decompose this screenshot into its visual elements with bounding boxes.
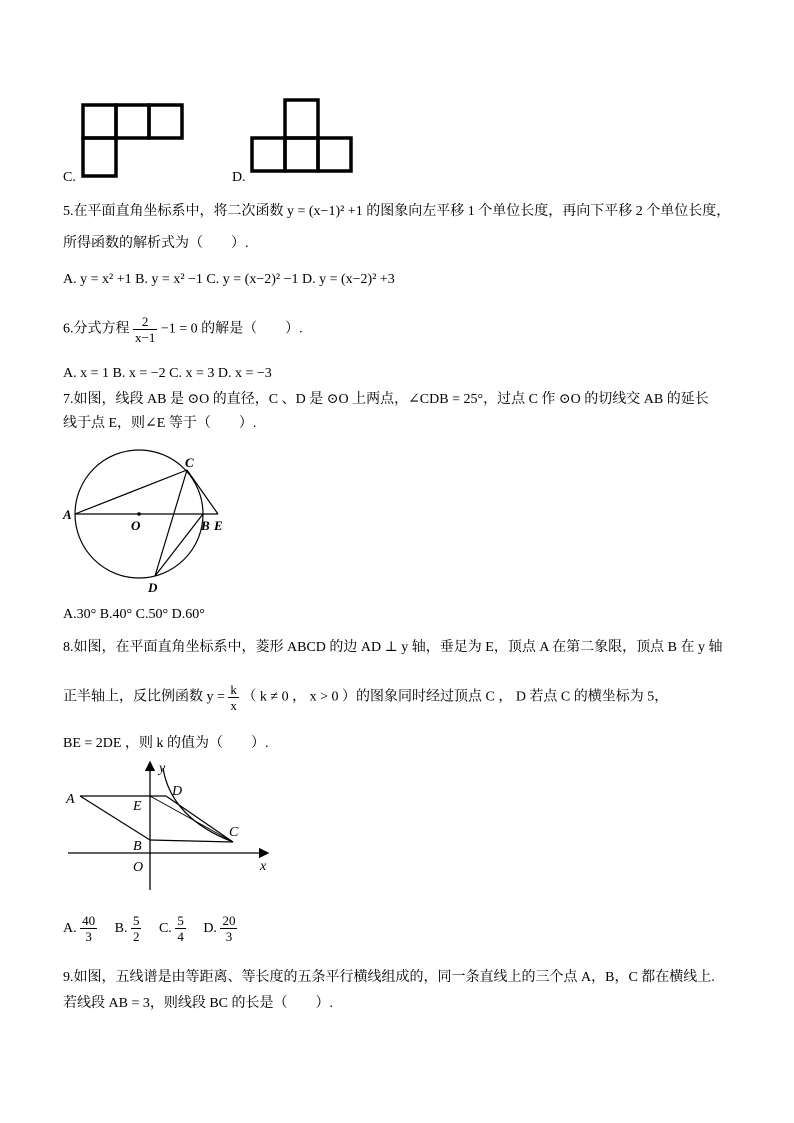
q4-option-d-label: D. — [232, 170, 246, 185]
q8-line-EC — [150, 796, 233, 842]
q8-option-b-fraction — [131, 913, 142, 944]
q9-stem-line2: 若线段 AB = 3，则线段 BC 的长是（ ）. — [63, 996, 334, 1011]
q7-label-A: A — [63, 507, 72, 522]
q8-option-c-fraction — [175, 913, 186, 944]
q8-option-a-denominator: 3 — [85, 929, 92, 944]
q8-option-c-letter: C. — [158, 920, 172, 936]
q7-label-O: O — [131, 518, 141, 533]
q8-function-denominator: x — [230, 698, 237, 713]
q8-stem-line1: 8.如图，在平面直角坐标系中，菱形 ABCD 的边 AD ⊥ y 轴，垂足为 E，顶点 A 在第二象限，顶点 B 在 y 轴 — [63, 640, 723, 655]
q8-label-C: C — [229, 825, 239, 840]
q7-line-DB — [155, 514, 203, 576]
q8-option-b-numerator: 5 — [132, 913, 140, 928]
q5-options: A. y = x² +1 B. y = x² −1 C. y = (x−2)² −1 D. y = (x−2)² +3 — [63, 272, 395, 287]
q7-label-C: C — [185, 455, 194, 470]
q8-option-a-letter: A. — [63, 920, 77, 936]
q9-stem-line1: 9.如图，五线谱是由等距离、等长度的五条平行横线组成的，同一条直线上的三个点 A，B，C 都在横线上. — [63, 970, 715, 985]
q8-side-BC — [150, 840, 233, 842]
q8-option-a-numerator: 40 — [82, 913, 96, 928]
q8-option-d-denominator: 3 — [225, 929, 233, 944]
q8-label-B: B — [133, 839, 142, 854]
q8-hyperbola — [163, 768, 233, 842]
q8-option-b-denominator: 2 — [132, 929, 140, 944]
q5-stem-line1: 5.在平面直角坐标系中，将二次函数 y = (x−1)² +1 的图象向左平移 1 个单位长度，再向下平移 2 个单位长度， — [63, 204, 731, 219]
q5-stem-line2: 所得函数的解析式为（ ）. — [63, 236, 249, 251]
q8-label-O: O — [133, 860, 144, 875]
q8-stem-line2-suffix: （ k ≠ 0 ， x > 0 ）的图象同时经过顶点 C ， D 若点 C 的横坐标为 5， — [242, 689, 669, 705]
q7-label-B: B — [201, 518, 210, 533]
q8-label-D: D — [172, 784, 183, 799]
q8-option-d-numerator: 20 — [222, 913, 236, 928]
q8-side-DC — [166, 796, 233, 842]
q8-stem-line3: BE = 2DE ，则 k 的值为（ ）. — [63, 736, 269, 751]
q6-fraction-numerator: 2 — [133, 314, 157, 330]
q8-option-d — [203, 913, 237, 944]
q8-options — [63, 913, 237, 944]
q7-stem-line2: 线于点 E，则∠E 等于（ ）. — [63, 416, 257, 431]
q8-stem-line2 — [63, 682, 668, 713]
q8-option-b-letter: B. — [114, 920, 128, 936]
q7-center-dot — [137, 512, 141, 516]
q7-stem-line1: 7.如图，线段 AB 是 ⊙O 的直径，C 、D 是 ⊙O 上两点，∠CDB = 25°，过点 C 作 ⊙O 的切线交 AB 的延长 — [63, 392, 709, 407]
q7-label-E: E — [214, 518, 223, 533]
q7-line-CD — [155, 470, 187, 576]
q8-option-c — [158, 913, 189, 944]
q7-line-AC — [75, 470, 187, 514]
q4-option-c-figure — [78, 100, 198, 190]
q8-rhombus-figure — [63, 758, 283, 898]
q8-option-b — [114, 913, 145, 944]
q8-option-c-numerator: 5 — [177, 913, 184, 928]
q8-stem-line2-prefix: 正半轴上，反比例函数 y = — [63, 689, 225, 705]
q6-options: A. x = 1 B. x = −2 C. x = 3 D. x = −3 — [63, 366, 272, 381]
q8-option-d-letter: D. — [203, 920, 217, 936]
q8-option-c-denominator: 4 — [177, 929, 184, 944]
q4-option-c-label: C. — [63, 170, 76, 185]
q8-option-a-fraction — [80, 913, 97, 944]
q7-options: A.30° B.40° C.50° D.60° — [63, 607, 205, 622]
q8-function-fraction — [228, 682, 239, 713]
q6-stem — [63, 314, 303, 345]
q8-label-y: y — [159, 761, 166, 776]
q8-label-A: A — [66, 792, 75, 807]
q8-option-a — [63, 913, 101, 944]
q8-function-numerator: k — [230, 682, 237, 697]
q6-fraction-denominator: x−1 — [135, 330, 156, 345]
q8-option-d-fraction — [220, 913, 237, 944]
q6-fraction — [133, 314, 157, 345]
q7-circle-figure — [63, 440, 243, 600]
q7-label-D: D — [148, 580, 158, 595]
q6-stem-prefix: 6.分式方程 — [63, 321, 130, 337]
q8-label-E: E — [133, 799, 142, 814]
q6-stem-suffix: −1 = 0 的解是（ ）. — [160, 321, 303, 337]
q8-label-x: x — [260, 859, 267, 874]
q4-option-d-figure — [247, 95, 367, 185]
